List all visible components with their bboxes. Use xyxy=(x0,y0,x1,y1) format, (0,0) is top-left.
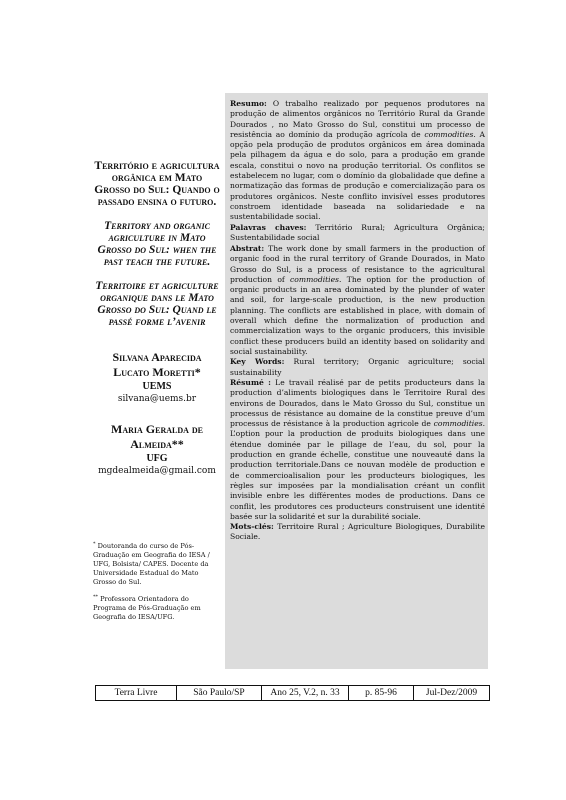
title-portuguese: Território e agricultura orgânica em Mato Grosso do Sul: Quando o passado ensina o futuro. xyxy=(94,160,220,208)
footer-city: São Paulo/SP xyxy=(177,686,262,700)
footer-pages: p. 85-96 xyxy=(349,686,414,700)
abstract-keywords-label: Key Words: xyxy=(230,357,285,367)
title-french: Territoire et agriculture organique dans le Mato Grosso do Sul: Quand le passé forme l’avenir xyxy=(95,280,219,328)
footer-volume: Ano 25, V.2, n. 33 xyxy=(262,686,349,700)
resume-keywords-label: Mots-clés: xyxy=(230,522,274,532)
abstract-keywords: Rural territory; Organic agriculture; social sustainability xyxy=(230,357,485,377)
resume-label: Résumé : xyxy=(230,378,271,387)
author-2-email[interactable]: mgdealmeida@gmail.com xyxy=(98,466,216,476)
footnote-2: ** Professora Orientadora do Programa de Pós-Graduação em Geografia do IESA/UFG. xyxy=(93,594,201,622)
citation-footer xyxy=(95,685,490,701)
resumo-label: Resumo: xyxy=(230,99,267,108)
resumo-keywords: Território Rural; Agricultura Orgânica; Sustentabilidade social xyxy=(230,222,485,242)
author-1-name: Silvana Aparecida Lucato Moretti* xyxy=(112,350,202,379)
author-1-email[interactable]: silvana@uems.br xyxy=(117,394,197,404)
abstract-label: Abstrat: xyxy=(230,244,265,253)
footer-period: Jul-Dez/2009 xyxy=(425,688,478,698)
footer-journal: Terra Livre xyxy=(96,686,177,700)
resumo-paragraph: Resumo: O trabalho realizado por pequenos produtores na produção de alimentos orgânicos no Território Rural da Grande Dourados , no Mato Grosso do Sul, constitui um processo de resistência ao domínio da produção agrícola de commodities. A opção pela produção de produtos orgânicos em área dominada pela pilhagem da água e do solo, para a produção em grande escala, constitui o novo na produção territorial. Os conflitos se estabelecem no lugar, com o domínio da globalidade que define a normatização das formas de produção e comercialização para os produtores orgânicos. Neste conflito invisível esses produtores constroem identidade baseada na solidariedade e na sustentabilidade social. Palavras chaves: Território Rural; Agricultura Orgânica; Sustentabilidade social xyxy=(230,99,485,242)
resumo-keywords-label: Palavras chaves: xyxy=(230,222,307,232)
abstract-paragraph: Abstrat: The work done by small farmers in the production of organic food in the rural territory of Grande Dourados, in Mato Grosso do Sul, is a process of resistance to the agricultural production of commodities. The option for the production of organic products in an area dominated by the plunder of water and soil, for large-scale production, is the new production planning. The conflicts are established in place, with domain of overall which define the normalization of production and commercialization ways to the organic producers, this invisible conflict these producers build an identity based on solidarity and social sustainability. Key Words: Rural territory; Organic agriculture; social sustainability xyxy=(230,244,485,377)
footnote-1: * Doutoranda do curso de Pós-Graduação em Geografia do IESA / UFG, Bolsista/ CAPES. Docente da Universidade Estadual do Mato Grosso do Sul. xyxy=(93,541,210,587)
resume-keywords: Territoire Rural ; Agriculture Biologiques, Durabilite Sociale. xyxy=(230,522,485,542)
author-2-name: Maria Geralda de Almeida** xyxy=(111,422,203,451)
author-2-affiliation: UFG xyxy=(146,453,168,464)
footnotes xyxy=(93,540,221,628)
resume-paragraph: Résumé : Le travail réalisé par de petits producteurs dans la production d’aliments biologiques dans le Territoire Rural des environs de Dourados, dans le Mato Grosso du Sul, constitue un processus de résistance au domaine de la constitue preuve d’um processus de résistance à la production agricole de commodities. L’option pour la production de produits biologiques dans une étendue dominée par le pillage de l’eau, du sol, pour la production en grande échelle, constitue une nouveauté dans la production territoriale.Dans ce nouvan modèle de production e de commercioalisalion pour les producteurs biologiques, les règles sur imposées par la mondialisation créant un conflit invisible enbre les différentes modes de productions. Dans ce conflit, les produtores ces producteurs construisent une identité basée sur la solidarité et sur la durabilité sociale. Mots-clés: Territoire Rural ; Agriculture Biologiques, Durabilite Sociale. xyxy=(230,378,486,542)
title-english: Territory and organic agriculture in Mato Grosso do Sul: when the past teach the future. xyxy=(97,220,217,268)
author-1-affiliation: UEMS xyxy=(142,381,172,392)
title-block xyxy=(93,160,221,478)
